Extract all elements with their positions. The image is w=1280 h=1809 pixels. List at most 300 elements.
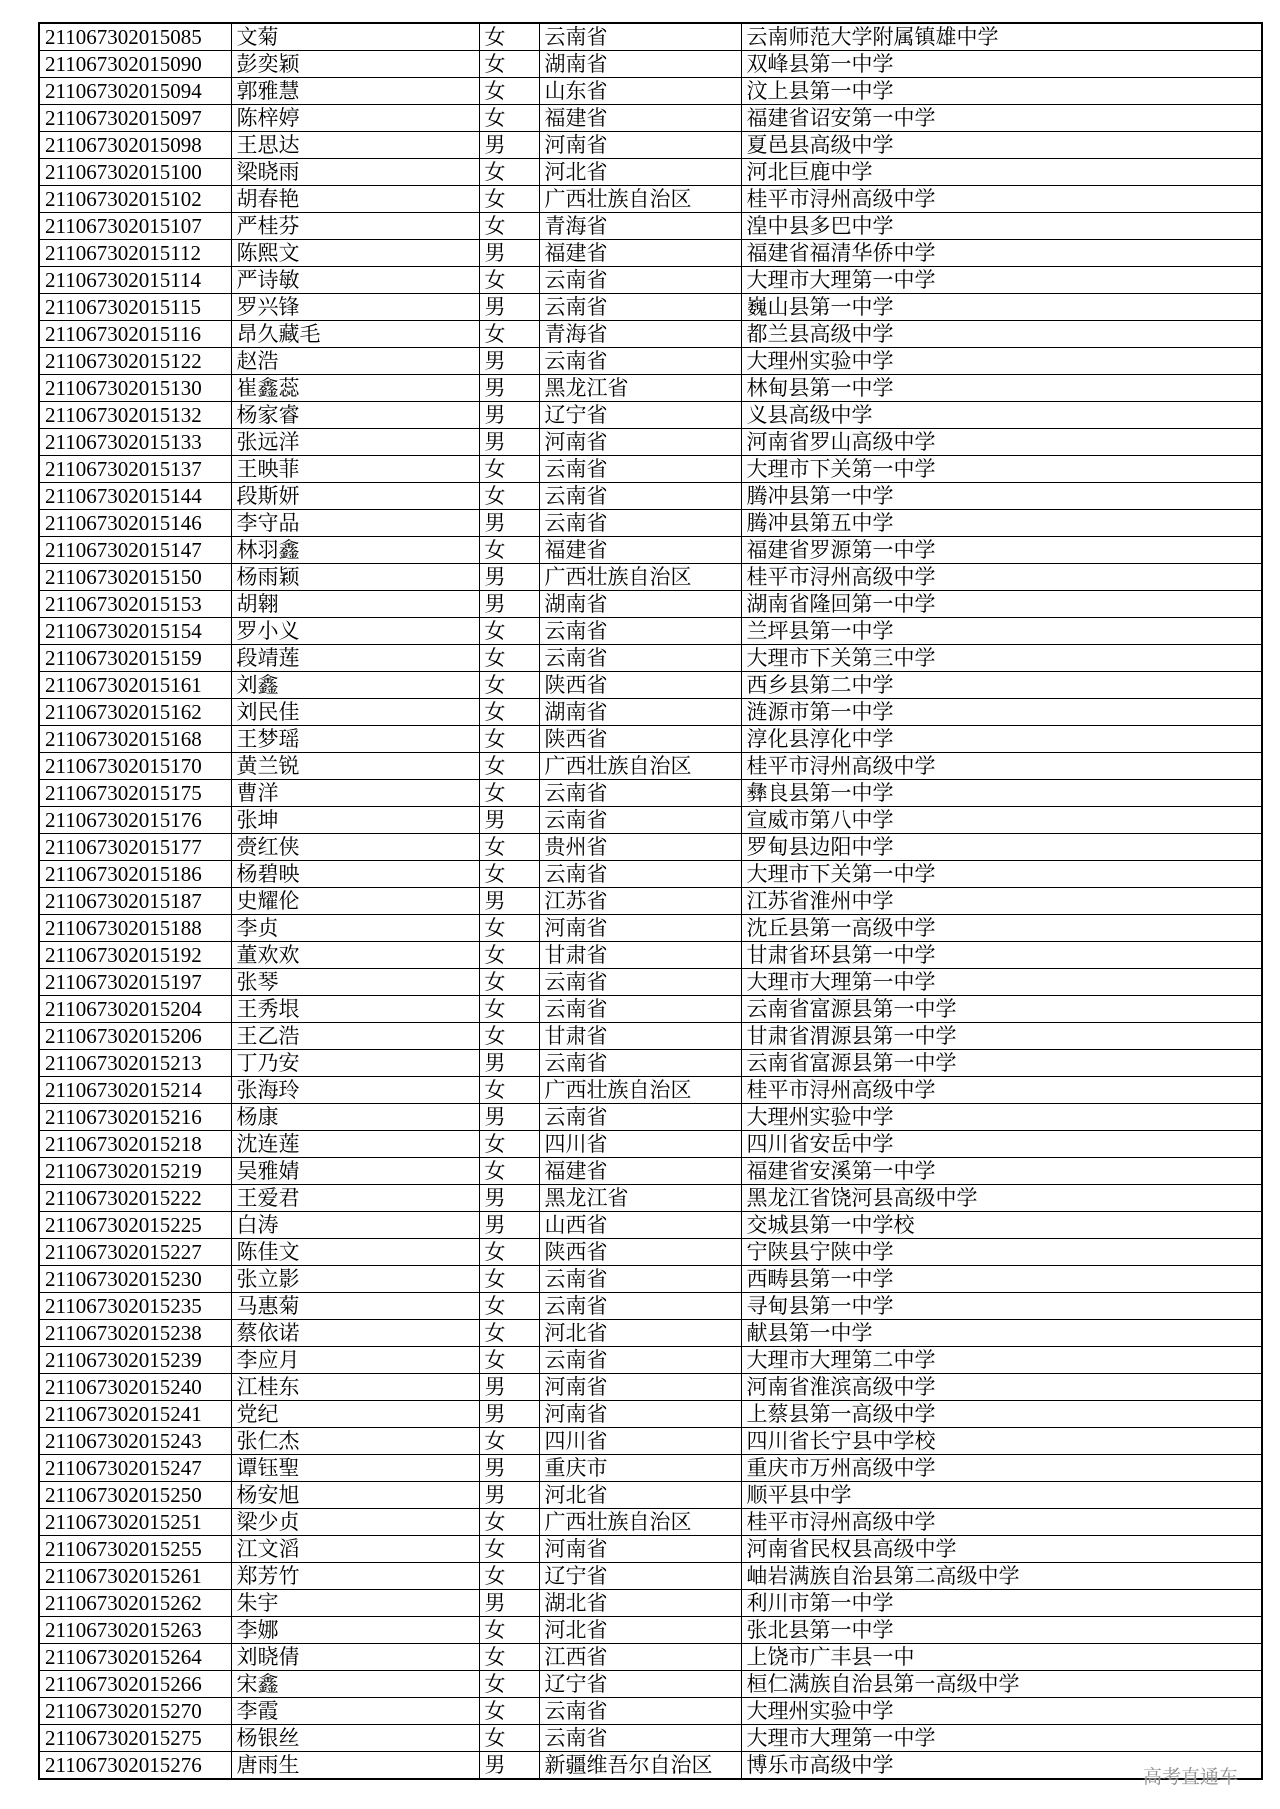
gender-cell: 男	[479, 1104, 539, 1131]
gender-cell: 男	[479, 510, 539, 537]
student-name-cell: 刘民佳	[231, 699, 479, 726]
table-row	[39, 996, 1262, 1023]
student-id-cell: 211067302015085	[39, 23, 231, 51]
gender-cell: 男	[479, 240, 539, 267]
school-cell: 宣威市第八中学	[741, 807, 1262, 834]
table-row	[39, 213, 1262, 240]
table-row	[39, 132, 1262, 159]
student-id-cell: 211067302015107	[39, 213, 231, 240]
student-id-cell: 211067302015216	[39, 1104, 231, 1131]
gender-cell: 女	[479, 159, 539, 186]
school-cell: 四川省长宁县中学校	[741, 1428, 1262, 1455]
school-cell: 黑龙江省饶河县高级中学	[741, 1185, 1262, 1212]
table-row	[39, 1320, 1262, 1347]
table-row	[39, 159, 1262, 186]
province-cell: 福建省	[539, 537, 741, 564]
student-name-cell: 张坤	[231, 807, 479, 834]
student-id-cell: 211067302015225	[39, 1212, 231, 1239]
table-row	[39, 1590, 1262, 1617]
school-cell: 湖南省隆回第一中学	[741, 591, 1262, 618]
province-cell: 云南省	[539, 23, 741, 51]
gender-cell: 女	[479, 1347, 539, 1374]
province-cell: 云南省	[539, 969, 741, 996]
province-cell: 云南省	[539, 996, 741, 1023]
student-name-cell: 张立影	[231, 1266, 479, 1293]
province-cell: 湖北省	[539, 1590, 741, 1617]
student-id-cell: 211067302015250	[39, 1482, 231, 1509]
student-id-cell: 211067302015266	[39, 1671, 231, 1698]
province-cell: 黑龙江省	[539, 1185, 741, 1212]
student-id-cell: 211067302015170	[39, 753, 231, 780]
gender-cell: 男	[479, 564, 539, 591]
province-cell: 江西省	[539, 1644, 741, 1671]
student-id-cell: 211067302015150	[39, 564, 231, 591]
province-cell: 河北省	[539, 1617, 741, 1644]
province-cell: 河南省	[539, 1374, 741, 1401]
student-name-cell: 胡翱	[231, 591, 479, 618]
gender-cell: 女	[479, 1158, 539, 1185]
province-cell: 广西壮族自治区	[539, 1509, 741, 1536]
province-cell: 云南省	[539, 1050, 741, 1077]
province-cell: 云南省	[539, 294, 741, 321]
province-cell: 黑龙江省	[539, 375, 741, 402]
gender-cell: 女	[479, 456, 539, 483]
school-cell: 张北县第一中学	[741, 1617, 1262, 1644]
gender-cell: 男	[479, 1374, 539, 1401]
student-id-cell: 211067302015122	[39, 348, 231, 375]
province-cell: 河北省	[539, 1320, 741, 1347]
school-cell: 云南省富源县第一中学	[741, 1050, 1262, 1077]
student-id-cell: 211067302015262	[39, 1590, 231, 1617]
student-name-cell: 梁少贞	[231, 1509, 479, 1536]
student-name-cell: 杨家睿	[231, 402, 479, 429]
school-cell: 湟中县多巴中学	[741, 213, 1262, 240]
student-name-cell: 李娜	[231, 1617, 479, 1644]
student-name-cell: 杨雨颖	[231, 564, 479, 591]
province-cell: 辽宁省	[539, 1671, 741, 1698]
table-row	[39, 23, 1262, 51]
province-cell: 广西壮族自治区	[539, 186, 741, 213]
gender-cell: 女	[479, 915, 539, 942]
table-row	[39, 861, 1262, 888]
school-cell: 双峰县第一中学	[741, 51, 1262, 78]
province-cell: 福建省	[539, 240, 741, 267]
province-cell: 陕西省	[539, 1239, 741, 1266]
table-row	[39, 726, 1262, 753]
province-cell: 青海省	[539, 321, 741, 348]
province-cell: 重庆市	[539, 1455, 741, 1482]
student-name-cell: 李贞	[231, 915, 479, 942]
gender-cell: 女	[479, 186, 539, 213]
student-id-cell: 211067302015094	[39, 78, 231, 105]
school-cell: 桂平市浔州高级中学	[741, 753, 1262, 780]
student-id-cell: 211067302015175	[39, 780, 231, 807]
gender-cell: 男	[479, 402, 539, 429]
student-id-cell: 211067302015239	[39, 1347, 231, 1374]
gender-cell: 男	[479, 375, 539, 402]
gender-cell: 女	[479, 996, 539, 1023]
province-cell: 四川省	[539, 1428, 741, 1455]
province-cell: 云南省	[539, 618, 741, 645]
table-row	[39, 1212, 1262, 1239]
student-name-cell: 刘鑫	[231, 672, 479, 699]
province-cell: 云南省	[539, 267, 741, 294]
table-row	[39, 1347, 1262, 1374]
gender-cell: 男	[479, 1752, 539, 1780]
table-row	[39, 1266, 1262, 1293]
province-cell: 广西壮族自治区	[539, 753, 741, 780]
gender-cell: 女	[479, 672, 539, 699]
student-name-cell: 彭奕颖	[231, 51, 479, 78]
school-cell: 彝良县第一中学	[741, 780, 1262, 807]
student-id-cell: 211067302015214	[39, 1077, 231, 1104]
student-name-cell: 胡春艳	[231, 186, 479, 213]
school-cell: 大理市大理第一中学	[741, 1725, 1262, 1752]
province-cell: 湖南省	[539, 51, 741, 78]
school-cell: 罗甸县边阳中学	[741, 834, 1262, 861]
gender-cell: 女	[479, 321, 539, 348]
student-name-cell: 文菊	[231, 23, 479, 51]
student-id-cell: 211067302015161	[39, 672, 231, 699]
gender-cell: 女	[479, 1644, 539, 1671]
province-cell: 陕西省	[539, 672, 741, 699]
student-name-cell: 严桂芬	[231, 213, 479, 240]
school-cell: 桓仁满族自治县第一高级中学	[741, 1671, 1262, 1698]
table-row	[39, 1563, 1262, 1590]
school-cell: 大理州实验中学	[741, 348, 1262, 375]
student-name-cell: 宋鑫	[231, 1671, 479, 1698]
school-cell: 大理市大理第二中学	[741, 1347, 1262, 1374]
student-id-cell: 211067302015176	[39, 807, 231, 834]
school-cell: 交城县第一中学校	[741, 1212, 1262, 1239]
table-row	[39, 1185, 1262, 1212]
school-cell: 涟源市第一中学	[741, 699, 1262, 726]
student-id-cell: 211067302015132	[39, 402, 231, 429]
table-row	[39, 915, 1262, 942]
school-cell: 福建省诏安第一中学	[741, 105, 1262, 132]
gender-cell: 女	[479, 1239, 539, 1266]
student-name-cell: 唐雨生	[231, 1752, 479, 1780]
province-cell: 新疆维吾尔自治区	[539, 1752, 741, 1780]
table-row	[39, 240, 1262, 267]
province-cell: 云南省	[539, 1104, 741, 1131]
school-cell: 桂平市浔州高级中学	[741, 186, 1262, 213]
table-row	[39, 1671, 1262, 1698]
province-cell: 河南省	[539, 429, 741, 456]
table-row	[39, 1725, 1262, 1752]
gender-cell: 女	[479, 1131, 539, 1158]
student-name-cell: 杨银丝	[231, 1725, 479, 1752]
school-cell: 大理州实验中学	[741, 1104, 1262, 1131]
student-name-cell: 张琴	[231, 969, 479, 996]
school-cell: 义县高级中学	[741, 402, 1262, 429]
student-name-cell: 陈梓婷	[231, 105, 479, 132]
gender-cell: 女	[479, 267, 539, 294]
student-id-cell: 211067302015275	[39, 1725, 231, 1752]
student-name-cell: 谭钰聖	[231, 1455, 479, 1482]
watermark: 高考直通车	[1143, 1767, 1239, 1788]
student-id-cell: 211067302015235	[39, 1293, 231, 1320]
student-name-cell: 段斯妍	[231, 483, 479, 510]
school-cell: 云南省富源县第一中学	[741, 996, 1262, 1023]
student-name-cell: 王乙浩	[231, 1023, 479, 1050]
student-name-cell: 刘晓倩	[231, 1644, 479, 1671]
school-cell: 沈丘县第一高级中学	[741, 915, 1262, 942]
gender-cell: 男	[479, 1050, 539, 1077]
table-row	[39, 321, 1262, 348]
student-id-cell: 211067302015219	[39, 1158, 231, 1185]
school-cell: 博乐市高级中学	[741, 1752, 1262, 1780]
student-id-cell: 211067302015137	[39, 456, 231, 483]
school-cell: 河南省罗山高级中学	[741, 429, 1262, 456]
student-id-cell: 211067302015263	[39, 1617, 231, 1644]
gender-cell: 女	[479, 78, 539, 105]
province-cell: 江苏省	[539, 888, 741, 915]
student-name-cell: 蔡依诺	[231, 1320, 479, 1347]
student-id-cell: 211067302015153	[39, 591, 231, 618]
table-row	[39, 294, 1262, 321]
table-row	[39, 1131, 1262, 1158]
school-cell: 福建省罗源第一中学	[741, 537, 1262, 564]
student-name-cell: 杨碧映	[231, 861, 479, 888]
gender-cell: 男	[479, 1455, 539, 1482]
school-cell: 河南省淮滨高级中学	[741, 1374, 1262, 1401]
gender-cell: 男	[479, 132, 539, 159]
student-name-cell: 史耀伦	[231, 888, 479, 915]
table-row	[39, 1428, 1262, 1455]
student-name-cell: 曹洋	[231, 780, 479, 807]
table-row	[39, 1050, 1262, 1077]
student-name-cell: 赍红侠	[231, 834, 479, 861]
province-cell: 山东省	[539, 78, 741, 105]
province-cell: 福建省	[539, 105, 741, 132]
school-cell: 上蔡县第一高级中学	[741, 1401, 1262, 1428]
student-id-cell: 211067302015133	[39, 429, 231, 456]
gender-cell: 男	[479, 1185, 539, 1212]
table-row	[39, 375, 1262, 402]
province-cell: 湖南省	[539, 591, 741, 618]
province-cell: 辽宁省	[539, 1563, 741, 1590]
school-cell: 大理市大理第一中学	[741, 267, 1262, 294]
gender-cell: 女	[479, 1617, 539, 1644]
student-id-cell: 211067302015240	[39, 1374, 231, 1401]
table-row	[39, 1077, 1262, 1104]
table-row	[39, 78, 1262, 105]
student-id-cell: 211067302015255	[39, 1536, 231, 1563]
student-name-cell: 陈佳文	[231, 1239, 479, 1266]
school-cell: 利川市第一中学	[741, 1590, 1262, 1617]
student-id-cell: 211067302015102	[39, 186, 231, 213]
table-row	[39, 186, 1262, 213]
gender-cell: 女	[479, 1536, 539, 1563]
gender-cell: 女	[479, 726, 539, 753]
student-id-cell: 211067302015204	[39, 996, 231, 1023]
gender-cell: 女	[479, 1077, 539, 1104]
student-id-cell: 211067302015162	[39, 699, 231, 726]
gender-cell: 女	[479, 1671, 539, 1698]
student-name-cell: 董欢欢	[231, 942, 479, 969]
school-cell: 大理市下关第一中学	[741, 456, 1262, 483]
province-cell: 云南省	[539, 1725, 741, 1752]
gender-cell: 男	[479, 1482, 539, 1509]
student-id-cell: 211067302015098	[39, 132, 231, 159]
gender-cell: 男	[479, 807, 539, 834]
province-cell: 云南省	[539, 1293, 741, 1320]
province-cell: 陕西省	[539, 726, 741, 753]
student-name-cell: 黄兰锐	[231, 753, 479, 780]
student-name-cell: 江桂东	[231, 1374, 479, 1401]
gender-cell: 女	[479, 1563, 539, 1590]
student-name-cell: 郑芳竹	[231, 1563, 479, 1590]
gender-cell: 男	[479, 1401, 539, 1428]
student-id-cell: 211067302015251	[39, 1509, 231, 1536]
student-name-cell: 林羽鑫	[231, 537, 479, 564]
table-row	[39, 699, 1262, 726]
student-id-cell: 211067302015270	[39, 1698, 231, 1725]
gender-cell: 女	[479, 834, 539, 861]
table-row	[39, 591, 1262, 618]
student-name-cell: 朱宇	[231, 1590, 479, 1617]
student-name-cell: 李霞	[231, 1698, 479, 1725]
school-cell: 大理市下关第三中学	[741, 645, 1262, 672]
student-id-cell: 211067302015116	[39, 321, 231, 348]
table-row	[39, 645, 1262, 672]
table-row	[39, 969, 1262, 996]
gender-cell: 男	[479, 348, 539, 375]
student-name-cell: 张远洋	[231, 429, 479, 456]
table-row	[39, 834, 1262, 861]
province-cell: 福建省	[539, 1158, 741, 1185]
student-name-cell: 杨康	[231, 1104, 479, 1131]
gender-cell: 女	[479, 537, 539, 564]
table-row	[39, 105, 1262, 132]
school-cell: 腾冲县第一中学	[741, 483, 1262, 510]
gender-cell: 女	[479, 753, 539, 780]
table-body	[39, 23, 1262, 1779]
student-name-cell: 崔鑫蕊	[231, 375, 479, 402]
table-row	[39, 1239, 1262, 1266]
student-name-cell: 白涛	[231, 1212, 479, 1239]
table-row	[39, 348, 1262, 375]
student-id-cell: 211067302015247	[39, 1455, 231, 1482]
gender-cell: 女	[479, 942, 539, 969]
table-row	[39, 1104, 1262, 1131]
province-cell: 山西省	[539, 1212, 741, 1239]
gender-cell: 女	[479, 1023, 539, 1050]
school-cell: 西畴县第一中学	[741, 1266, 1262, 1293]
school-cell: 桂平市浔州高级中学	[741, 1509, 1262, 1536]
student-id-cell: 211067302015222	[39, 1185, 231, 1212]
student-name-cell: 李应月	[231, 1347, 479, 1374]
student-id-cell: 211067302015100	[39, 159, 231, 186]
table-row	[39, 537, 1262, 564]
gender-cell: 女	[479, 618, 539, 645]
province-cell: 云南省	[539, 483, 741, 510]
student-id-cell: 211067302015154	[39, 618, 231, 645]
school-cell: 云南师范大学附属镇雄中学	[741, 23, 1262, 51]
school-cell: 宁陕县宁陕中学	[741, 1239, 1262, 1266]
gender-cell: 女	[479, 861, 539, 888]
table-row	[39, 888, 1262, 915]
student-name-cell: 罗小义	[231, 618, 479, 645]
table-row	[39, 1374, 1262, 1401]
school-cell: 大理市下关第一中学	[741, 861, 1262, 888]
student-id-cell: 211067302015177	[39, 834, 231, 861]
province-cell: 甘肃省	[539, 1023, 741, 1050]
province-cell: 云南省	[539, 645, 741, 672]
table-row	[39, 1455, 1262, 1482]
student-id-cell: 211067302015218	[39, 1131, 231, 1158]
student-id-cell: 211067302015241	[39, 1401, 231, 1428]
school-cell: 顺平县中学	[741, 1482, 1262, 1509]
school-cell: 献县第一中学	[741, 1320, 1262, 1347]
school-cell: 都兰县高级中学	[741, 321, 1262, 348]
table-row	[39, 1482, 1262, 1509]
gender-cell: 男	[479, 429, 539, 456]
province-cell: 云南省	[539, 348, 741, 375]
table-row	[39, 1401, 1262, 1428]
table-row	[39, 807, 1262, 834]
student-id-cell: 211067302015188	[39, 915, 231, 942]
student-id-cell: 211067302015097	[39, 105, 231, 132]
gender-cell: 男	[479, 1590, 539, 1617]
student-name-cell: 赵浩	[231, 348, 479, 375]
school-cell: 甘肃省渭源县第一中学	[741, 1023, 1262, 1050]
gender-cell: 女	[479, 51, 539, 78]
school-cell: 西乡县第二中学	[741, 672, 1262, 699]
gender-cell: 女	[479, 699, 539, 726]
student-name-cell: 李守品	[231, 510, 479, 537]
student-id-cell: 211067302015159	[39, 645, 231, 672]
student-id-cell: 211067302015146	[39, 510, 231, 537]
gender-cell: 男	[479, 294, 539, 321]
table-row	[39, 564, 1262, 591]
school-cell: 上饶市广丰县一中	[741, 1644, 1262, 1671]
table-row	[39, 1698, 1262, 1725]
table-row	[39, 672, 1262, 699]
student-id-cell: 211067302015144	[39, 483, 231, 510]
school-cell: 腾冲县第五中学	[741, 510, 1262, 537]
student-name-cell: 王思达	[231, 132, 479, 159]
student-name-cell: 王映菲	[231, 456, 479, 483]
table-row	[39, 942, 1262, 969]
school-cell: 重庆市万州高级中学	[741, 1455, 1262, 1482]
student-name-cell: 郭雅慧	[231, 78, 479, 105]
student-name-cell: 党纪	[231, 1401, 479, 1428]
gender-cell: 女	[479, 1293, 539, 1320]
province-cell: 辽宁省	[539, 402, 741, 429]
gender-cell: 女	[479, 1509, 539, 1536]
student-id-cell: 211067302015114	[39, 267, 231, 294]
student-id-cell: 211067302015206	[39, 1023, 231, 1050]
student-name-cell: 王秀垠	[231, 996, 479, 1023]
table-row	[39, 1536, 1262, 1563]
table-row	[39, 1509, 1262, 1536]
school-cell: 甘肃省环县第一中学	[741, 942, 1262, 969]
student-id-cell: 211067302015115	[39, 294, 231, 321]
gender-cell: 女	[479, 1698, 539, 1725]
student-name-cell: 严诗敏	[231, 267, 479, 294]
province-cell: 四川省	[539, 1131, 741, 1158]
school-cell: 四川省安岳中学	[741, 1131, 1262, 1158]
student-name-cell: 沈连莲	[231, 1131, 479, 1158]
student-name-cell: 杨安旭	[231, 1482, 479, 1509]
gender-cell: 男	[479, 591, 539, 618]
province-cell: 云南省	[539, 456, 741, 483]
student-id-cell: 211067302015276	[39, 1752, 231, 1780]
province-cell: 青海省	[539, 213, 741, 240]
province-cell: 云南省	[539, 1266, 741, 1293]
